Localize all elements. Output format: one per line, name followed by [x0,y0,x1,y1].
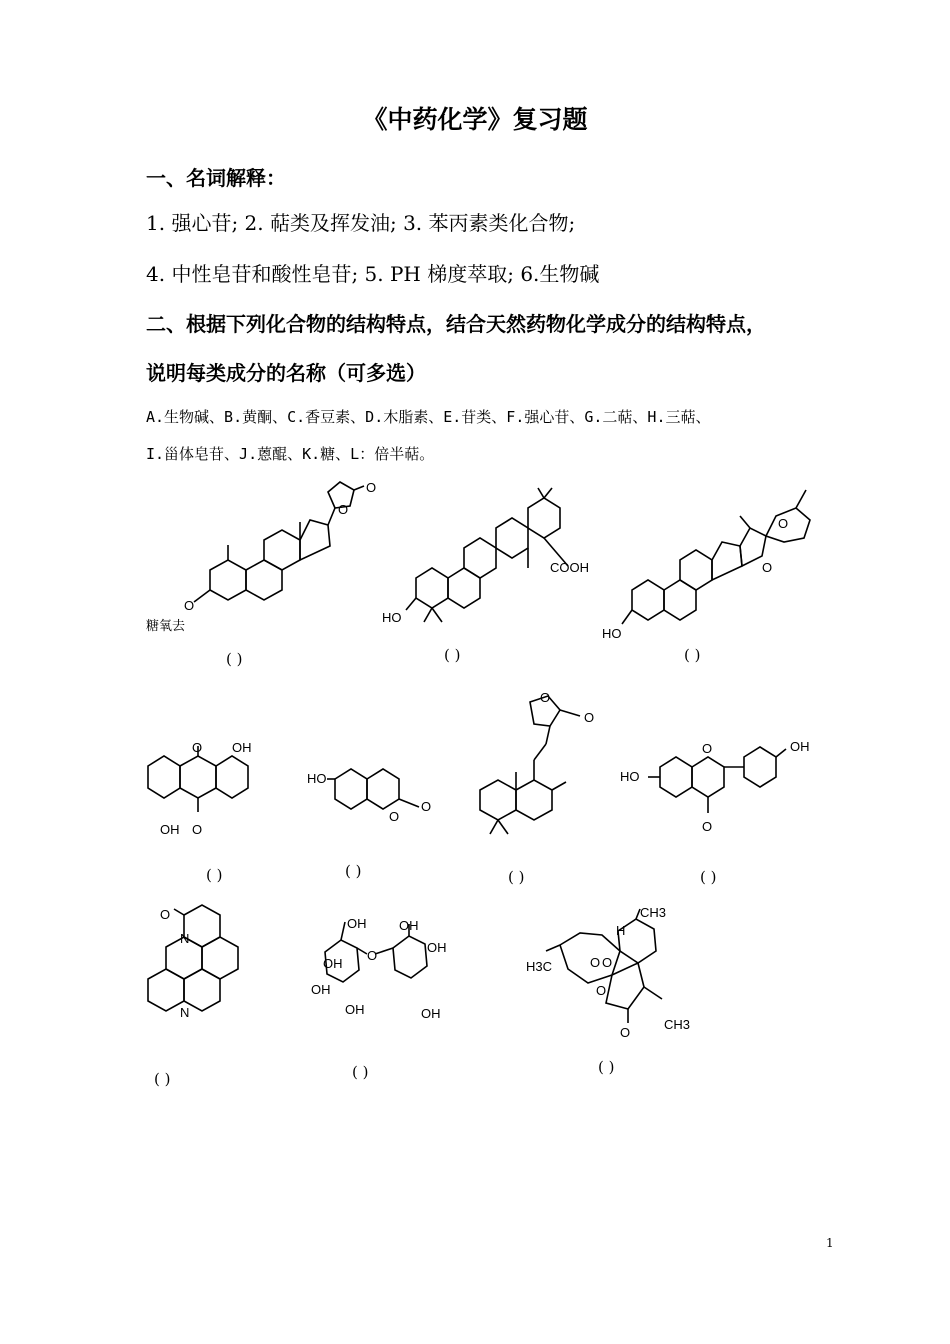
amide-n-label: N [180,931,190,946]
hydroxyl-label: HO [602,626,622,641]
amine-n-label: N [180,1005,190,1020]
methyl-left-label: H3C [526,959,553,974]
options-line-2: I.甾体皂苷、J.蒽醌、K.糖、L：倍半萜。 [146,445,435,463]
answer-blank-6[interactable]: ( ) [508,868,525,886]
hydroxyl-bottom-label: OH [160,822,180,837]
ring-a [480,780,516,820]
ring-d [300,520,330,560]
terms-line-2: 4. 中性皂苷和酸性皂苷; 5. PH 梯度萃取; 6.生物碱 [146,262,600,286]
ring-o-label: O [389,809,400,824]
ring-benzene [335,769,367,809]
ether-o-label: O [596,983,607,998]
answer-blank-9[interactable]: ( ) [352,1063,369,1081]
methyl-top-label: CH3 [640,905,667,920]
section2-heading-2: 说明每类成分的名称（可多选） [146,361,426,385]
terms-line-1: 1. 强心苷; 2. 萜类及挥发油; 3. 苯丙素类化合物; [146,211,576,235]
oh-ring1-left-label: OH [323,956,343,971]
section1-heading: 一、名词解释： [146,166,286,190]
structure-disaccharide [305,910,465,1025]
carboxyl-label: COOH [550,560,589,575]
carbonyl-o-label: O [421,799,432,814]
carbonyl-o-label: O [620,1025,631,1040]
answer-blank-10[interactable]: ( ) [598,1058,615,1076]
oh-ring1-bot-label: OH [311,982,331,997]
ring-middle [180,756,216,798]
lactone-o-label: O [540,690,551,705]
ring-d [712,542,742,580]
ring-a [210,560,246,600]
ring-e [528,498,560,538]
carbonyl-o-label: O [702,819,713,834]
ring-b [516,780,552,820]
carbonyl-bottom-label: O [192,822,203,837]
oh-ring1-bot2-label: OH [345,1002,365,1017]
structure-cardiac-glycoside [140,480,380,640]
answer-blank-7[interactable]: ( ) [700,868,717,886]
carbonyl-o-label: O [366,480,377,495]
ring-right [216,756,248,798]
glycosidic-o-label: O [367,948,378,963]
ring-d [496,518,528,558]
ring-b [246,560,282,600]
structure-flavone [620,735,820,845]
page-title: 《中药化学》复习题 [362,105,588,134]
oh-ring2-top-label: OH [399,918,419,933]
answer-blank-8[interactable]: ( ) [154,1070,171,1088]
oh-anomeric-label: OH [421,1006,441,1021]
hydroxyl-top-label: OH [232,740,252,755]
glycosidic-o-label: O [184,598,195,613]
hydroxyl-b-label: OH [790,739,810,754]
ring-a [660,757,692,797]
ring-b [664,580,696,620]
lactone-o-label: O [338,502,349,517]
peroxide-o2-label: O [602,955,613,970]
answer-blank-2[interactable]: ( ) [444,646,461,664]
hydroxyl-label: HO [307,771,327,786]
structure-triterpene [380,488,610,638]
structure-alkaloid [140,905,250,1030]
ring-b [448,568,480,608]
structure-coumarin [305,765,445,825]
section2-heading-1: 二、根据下列化合物的结构特点，结合天然药物化学成分的结构特点， [146,312,766,336]
spiro-o-label: O [778,516,789,531]
answer-blank-4[interactable]: ( ) [206,866,223,884]
sugar-label: 糖氧去 [146,618,186,633]
hydroxyl-label: HO [382,610,402,625]
carbonyl-top-label: O [192,740,203,755]
ring-c [692,757,724,797]
answer-blank-5[interactable]: ( ) [345,862,362,880]
answer-blank-1[interactable]: ( ) [226,650,243,668]
carbonyl-o-label: O [160,907,171,922]
answer-blank-3[interactable]: ( ) [684,646,701,664]
structure-anthraquinone [140,738,270,838]
ring-bot-right [184,969,220,1011]
ring-bot-left [148,969,184,1011]
hydrogen-label: H [616,923,626,938]
page-number: 1 [826,1236,834,1250]
structure-artemisinin [520,905,700,1055]
ring-o-label: O [762,560,773,575]
ring-a [632,580,664,620]
ring-o-label: O [702,741,713,756]
structure-steroidal-saponin [600,480,830,645]
methyl-bottom-label: CH3 [664,1017,691,1032]
oh-ch2-label: OH [347,916,367,931]
sugar-ring-2 [393,936,427,978]
hydroxyl-a-label: HO [620,769,640,784]
ring-b [744,747,776,787]
options-line-1: A.生物碱、B.黄酮、C.香豆素、D.木脂素、E.苷类、F.强心苷、G.二萜、H.三萜、 [146,408,711,426]
ring-pyrone [367,769,399,809]
ring-left [148,756,180,798]
ring-c [264,530,300,570]
ring-c [464,538,496,578]
oh-ring2-right-label: OH [427,940,447,955]
ring-a [416,568,448,608]
carbonyl-o-label: O [584,710,595,725]
structure-diterpene [470,688,610,848]
peroxide-o1-label: O [590,955,601,970]
ring-c [680,550,712,590]
